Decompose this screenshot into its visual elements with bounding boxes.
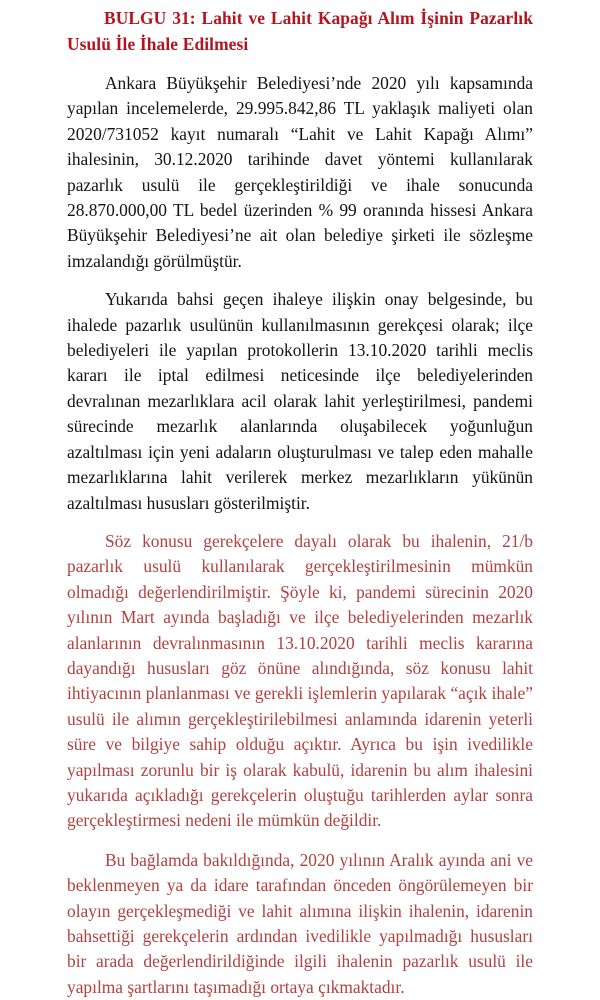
title-paragraph-spacer [67,57,533,71]
paragraph-spacer-2 [67,516,533,529]
body-paragraph-2: Yukarıda bahsi geçen ihaleye ilişkin onay belgesinde, bu ihalede pazarlık usulünün kullanılmasının gerekçesi olarak; ilçe belediyeleri ile yapılan protokollerin 13.10.2020 tarihli meclis kararı ile iptal edilmesi neticesinde ilçe belediyelerinden devralınan mezarlıklara acil olarak lahit yerleştirilmesi, pandemi sürecinde mezarlık alanlarında oluşabilecek yoğunluğun azaltılması için yeni adaların oluşturulması ve talep eden mahalle mezarlıklarına lahit verilerek merkez mezarlıkların yükünün azaltılması hususları gösterilmiştir. [67,289,533,513]
paragraph-spacer-3 [67,834,533,848]
paragraph-spacer-1 [67,274,533,287]
body-paragraph-3: Söz konusu gerekçelere dayalı olarak bu ihalenin, 21/b pazarlık usulü kullanılarak gerçekleştirilmesinin mümkün olmadığı değerlendirilmiştir. Şöyle ki, pandemi sürecinin 2020 yılının Mart ayında başladığı ve ilçe belediyelerinden mezarlık alanlarının devralınmasının 13.10.2020 tarihli meclis kararına dayandığı hususları göz önüne alındığında, söz konusu lahit ihtiyacının planlanması ve gerekli işlemlerin yapılarak “açık ihale” usulü ile alımın gerçekleştirilebilmesi anlamında idarenin yeterli süre ve bilgiye sahip olduğu açıktır. Ayrıca bu işin ivedilikle yapılması zorunlu bir iş olarak kabulü, idarenin bu alım ihalesini yukarıda açıkladığı gerekçelerin oluştuğu tarihlerden aylar sonra gerçekleştirmesi nedeni ile mümkün değildir. [67,530,533,831]
page-title: BULGU 31: Lahit ve Lahit Kapağı Alım İşinin Pazarlık Usulü İle İhale Edilmesi [67,8,533,54]
body-paragraph-4: Bu bağlamda bakıldığında, 2020 yılının Aralık ayında ani ve beklenmeyen ya da idare tarafından önceden öngörülemeyen bir olayın gerçekleşmediği ve lahit alımına ilişkin ihalenin, idarenin bahsettiği gerekçelerin ardından ivedilikle yapılmadığı hususları bir arada değerlendirildiğinde ilgili ihalenin pazarlık usulü ile yapılma şartlarını taşımadığı ortaya çıkmaktadır. [67,849,533,997]
body-paragraph-1: Ankara Büyükşehir Belediyesi’nde 2020 yılı kapsamında yapılan incelemelerde, 29.995.842,86 TL yaklaşık maliyeti olan 2020/731052 kayıt numaralı “Lahit ve Lahit Kapağı Alımı” ihalesinin, 30.12.2020 tarihinde davet yöntemi kullanılarak pazarlık usulü ile gerçekleştirildiği ve ihale sonucunda 28.870.000,00 TL bedel üzerinden % 99 oranında hissesi Ankara Büyükşehir Belediyesi’ne ait olan belediye şirketi ile sözleşme imzalandığı görülmüştür. [67,73,533,271]
